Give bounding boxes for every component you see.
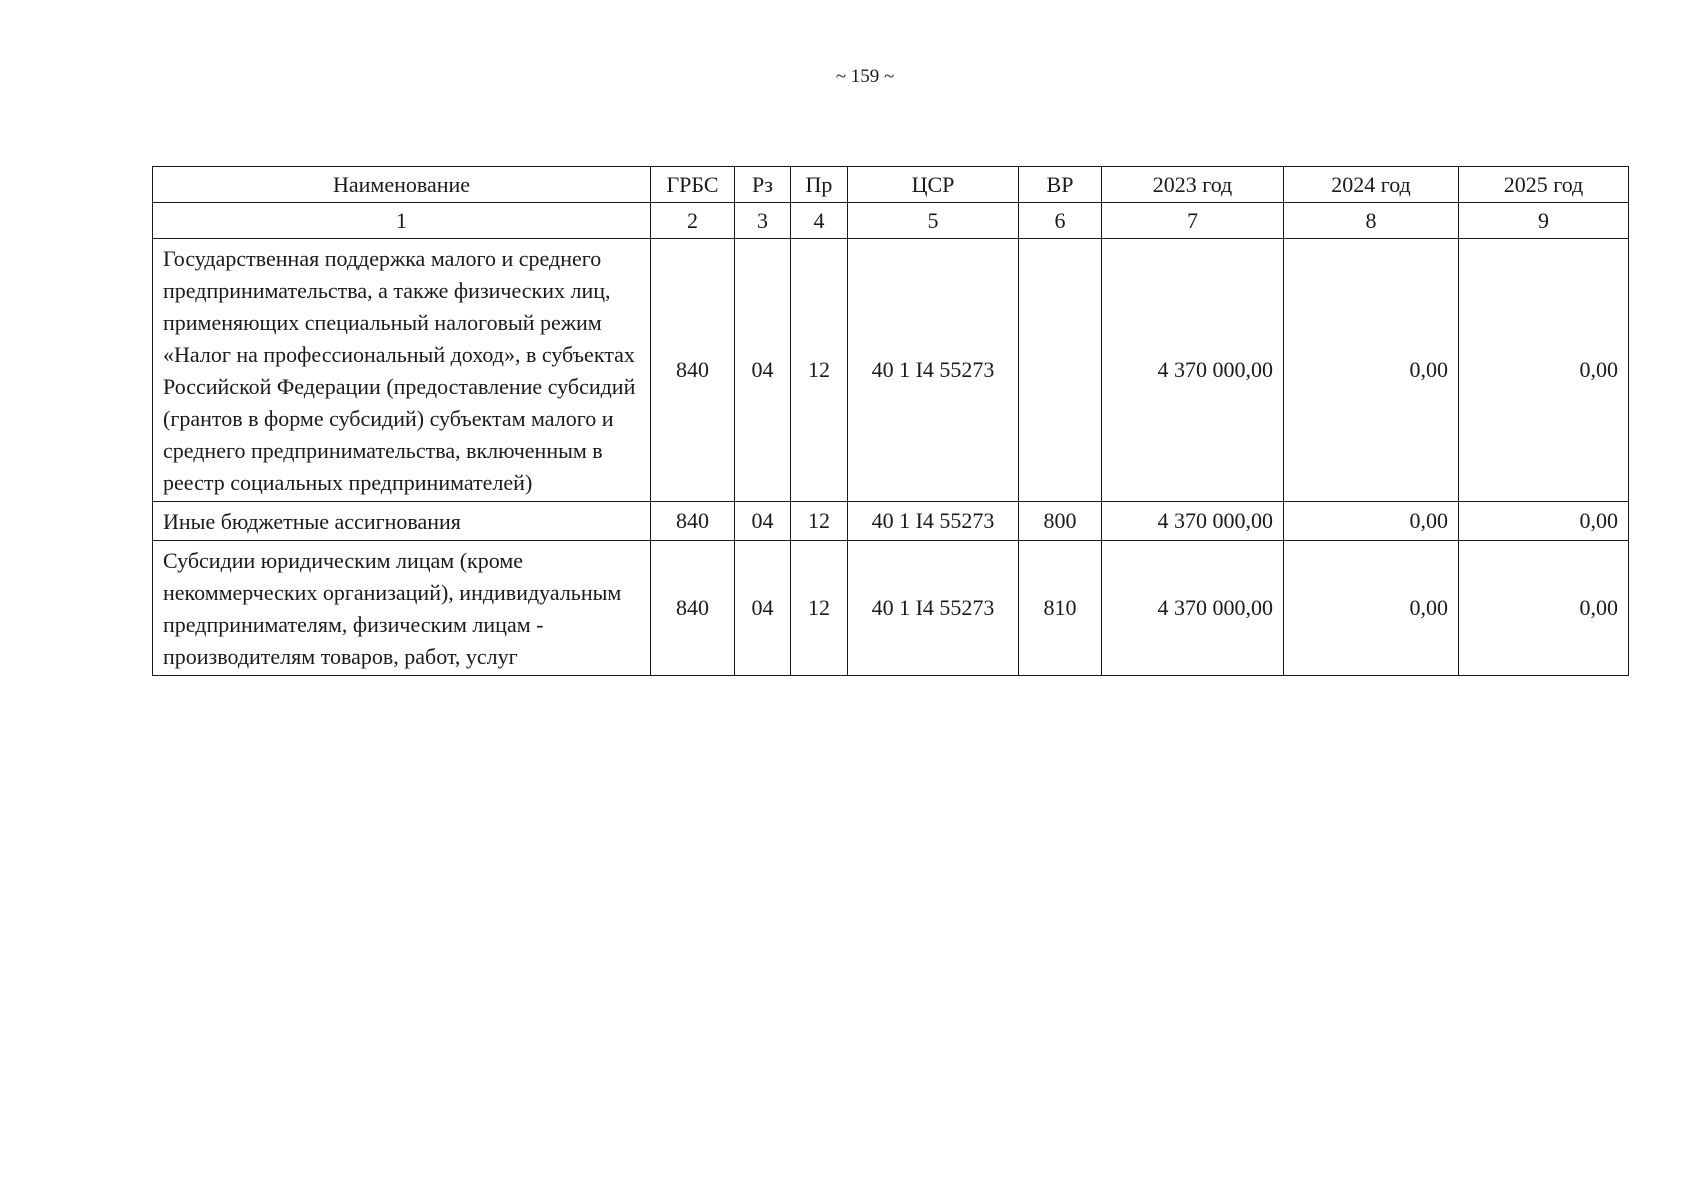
- row-csr: 40 1 I4 55273: [848, 239, 1019, 502]
- table-row: [153, 239, 1629, 502]
- header-csr: ЦСР: [848, 167, 1019, 203]
- header-grbs: ГРБС: [651, 167, 735, 203]
- header-name: Наименование: [153, 167, 651, 203]
- row-csr: 40 1 I4 55273: [848, 502, 1019, 541]
- header-rz: Рз: [735, 167, 791, 203]
- row-2024: 0,00: [1284, 502, 1459, 541]
- row-2025: 0,00: [1459, 239, 1629, 502]
- row-2023: 4 370 000,00: [1102, 502, 1284, 541]
- row-grbs: 840: [651, 502, 735, 541]
- table-row: [153, 541, 1629, 676]
- header-pr: Пр: [791, 167, 848, 203]
- row-vr: 810: [1019, 541, 1102, 676]
- row-2025: 0,00: [1459, 541, 1629, 676]
- row-pr: 12: [791, 541, 848, 676]
- row-name: Субсидии юридическим лицам (кроме некоммерческих организаций), индивидуальным предпринимателям, физическим лицам - производителям товаров, работ, услуг: [153, 541, 651, 676]
- header-2023: 2023 год: [1102, 167, 1284, 203]
- row-pr: 12: [791, 239, 848, 502]
- column-number: 8: [1284, 203, 1459, 239]
- row-rz: 04: [735, 502, 791, 541]
- row-2024: 0,00: [1284, 239, 1459, 502]
- row-rz: 04: [735, 239, 791, 502]
- row-name: Государственная поддержка малого и среднего предпринимательства, а также физических лиц, применяющих специальный налоговый режим «Налог на профессиональный доход», в субъектах Российской Федерации (предоставление субсидий (грантов в форме субсидий) субъектам малого и среднего предпринимательства, включенным в реестр социальных предпринимателей): [153, 239, 651, 502]
- header-2024: 2024 год: [1284, 167, 1459, 203]
- row-rz: 04: [735, 541, 791, 676]
- row-csr: 40 1 I4 55273: [848, 541, 1019, 676]
- column-number: 2: [651, 203, 735, 239]
- row-grbs: 840: [651, 239, 735, 502]
- row-pr: 12: [791, 502, 848, 541]
- row-vr: 800: [1019, 502, 1102, 541]
- table-row: [153, 502, 1629, 541]
- row-grbs: 840: [651, 541, 735, 676]
- column-number: 5: [848, 203, 1019, 239]
- page-number: ~ 159 ~: [835, 66, 895, 87]
- row-vr: [1019, 239, 1102, 502]
- column-number: 7: [1102, 203, 1284, 239]
- row-2024: 0,00: [1284, 541, 1459, 676]
- row-2023: 4 370 000,00: [1102, 239, 1284, 502]
- column-number: 1: [153, 203, 651, 239]
- header-row: [153, 167, 1629, 203]
- row-name: Иные бюджетные ассигнования: [153, 502, 651, 541]
- column-number: 9: [1459, 203, 1629, 239]
- header-2025: 2025 год: [1459, 167, 1629, 203]
- row-2025: 0,00: [1459, 502, 1629, 541]
- column-number: 6: [1019, 203, 1102, 239]
- column-number: 4: [791, 203, 848, 239]
- header-vr: ВР: [1019, 167, 1102, 203]
- budget-table: [152, 166, 1629, 676]
- column-number: 3: [735, 203, 791, 239]
- row-2023: 4 370 000,00: [1102, 541, 1284, 676]
- column-number-row: [153, 203, 1629, 239]
